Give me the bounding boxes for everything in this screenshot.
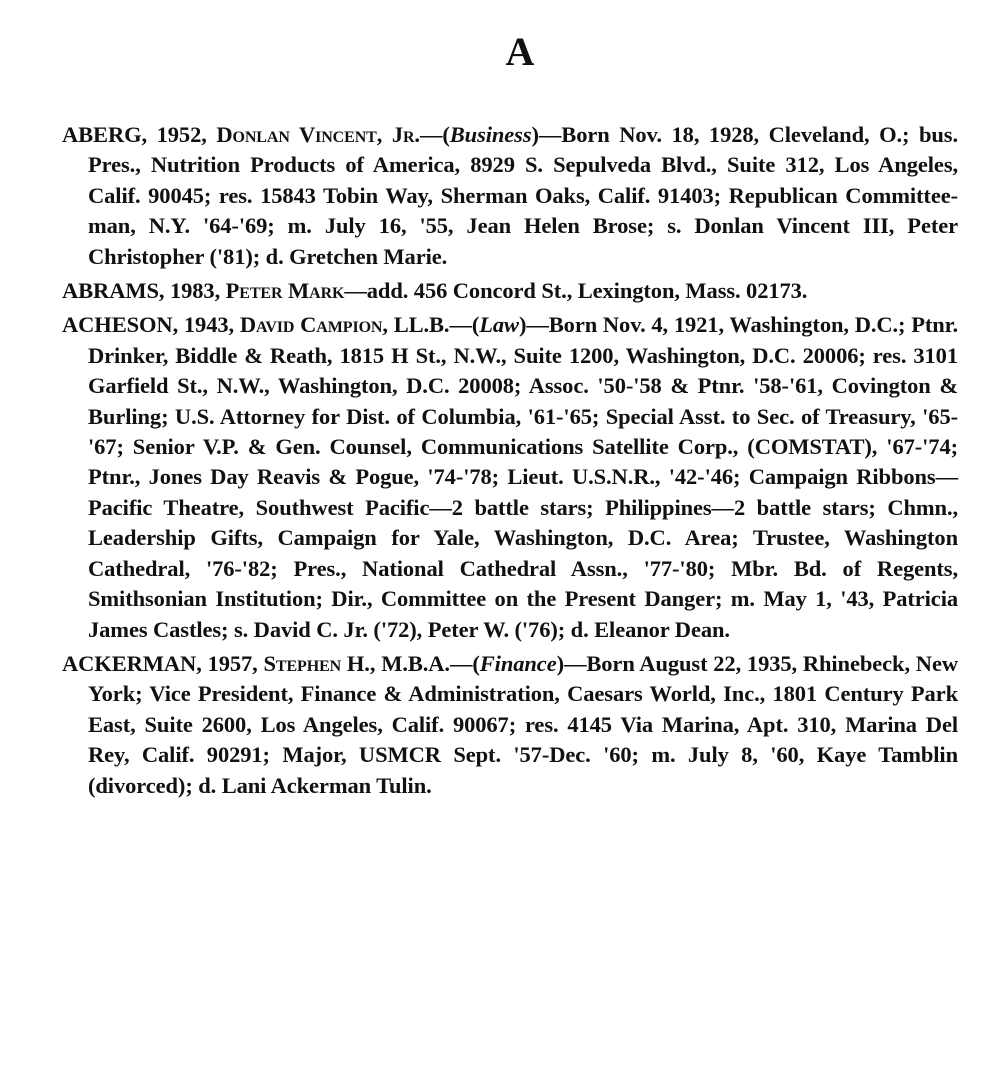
entry-surname: ABERG <box>62 122 142 147</box>
entry-surname: ABRAMS <box>62 278 159 304</box>
entry-field: Business <box>449 122 532 147</box>
entry-abrams: ABRAMS, 1983, Peter Mark—add. 456 Concord St., Lexington, Mass. 02173. <box>62 278 808 304</box>
entry-ackerman: ACKERMAN, 1957, Stephen H., M.B.A.—(Finance)—Born August 22, 1935, Rhinebeck, New York; Vice President, Finance & Administration, Caesars World, Inc., 1801 Century Park East, Suite 2600, Los Angeles, Calif. 90067; res. 4145 Via Marina, Apt. 310, Marina Del Rey, Calif. 90291; Major, USMCR Sept. '57-Dec. '60; m. July 8, '60, Kaye Tamblin (divorced); d. Lani Ackerman Tulin. <box>62 650 958 798</box>
entry-field: Finance <box>479 650 557 676</box>
entry-text: Born Nov. 18, 1928, Cleveland, O.; bus. Pres., Nutrition Products of America, 8929 S. Sepulveda Blvd., Suite 312, Los Angeles, Calif. 90045; res. 15843 Tobin Way, Sherman Oaks, Calif. 91403; Republican Committee-man, N.Y. '64-'69; m. July 16, '55, Jean Helen Brose; s. Donlan Vincent III, Peter Christopher ('81); d. Gretchen Marie. <box>88 122 958 269</box>
entry-given-names: Stephen H., <box>263 650 376 676</box>
entry-year: 1957 <box>207 650 253 676</box>
entry-given-names: Peter Mark <box>225 278 345 304</box>
entry-field: Law <box>479 312 519 338</box>
entry-given-names: David Campion, <box>239 312 388 338</box>
entry-given-names: Donlan Vincent, Jr. <box>216 122 420 147</box>
entry-surname: ACKERMAN <box>62 650 197 676</box>
entry-year: 1983 <box>169 278 215 304</box>
section-letter-heading: A <box>505 29 535 74</box>
entry-year: 1952 <box>156 122 202 147</box>
alumni-entries <box>62 120 958 801</box>
entry-aberg: ABERG, 1952, Donlan Vincent, Jr.—(Business)—Born Nov. 18, 1928, Cleveland, O.; bus. Pres., Nutrition Products of America, 8929 S. Sepulveda Blvd., Suite 312, Los Angeles, Calif. 90045; res. 15843 Tobin Way, Sherman Oaks, Calif. 91403; Republican Committee-man, N.Y. '64-'69; m. July 16, '55, Jean Helen Brose; s. Donlan Vincent III, Peter Christopher ('81); d. Gretchen Marie. <box>62 122 958 269</box>
entry-acheson: ACHESON, 1943, David Campion, LL.B.—(Law)—Born Nov. 4, 1921, Washington, D.C.; Ptnr. Drinker, Biddle & Reath, 1815 H St., N.W., Suite 1200, Washington, D.C. 20006; res. 3101 Garfield St., N.W., Washington, D.C. 20008; Assoc. '50-'58 & Ptnr. '58-'61, Covington & Burling; U.S. Attorney for Dist. of Columbia, '61-'65; Special Asst. to Sec. of Treasury, '65-'67; Senior V.P. & Gen. Counsel, Communications Satellite Corp., (COMSTAT), '67-'74; Ptnr., Jones Day Reavis & Pogue, '74-'78; Lieut. U.S.N.R., '42-'46; Campaign Ribbons—Pacific Theatre, Southwest Pacific—2 battle stars; Philippines—2 battle stars; Chmn., Leadership Gifts, Campaign for Yale, Washington, D.C. Area; Trustee, Washington Cathedral, '76-'82; Pres., National Cathedral Assn., '77-'80; Mbr. Bd. of Regents, Smithsonian Institution; Dir., Committee on the Present Danger; m. May 1, '43, Patricia James Castles; s. David C. Jr. ('72), Peter W. ('76); d. Eleanor Dean. <box>62 312 959 642</box>
entry-degree: LL.B. <box>393 312 450 338</box>
entry-year: 1943 <box>183 312 229 338</box>
entry-degree: M.B.A. <box>381 650 450 676</box>
entry-text: Born Nov. 4, 1921, Washington, D.C.; Ptnr. Drinker, Biddle & Reath, 1815 H St., N.W., Suite 1200, Washington, D.C. 20006; res. 3101 Garfield St., N.W., Washington, D.C. 20008; Assoc. '50-'58 & Ptnr. '58-'61, Covington & Burling; U.S. Attorney for Dist. of Columbia, '61-'65; Special Asst. to Sec. of Treasury, '65-'67; Senior V.P. & Gen. Counsel, Communications Satellite Corp., (COMSTAT), '67-'74; Ptnr., Jones Day Reavis & Pogue, '74-'78; Lieut. U.S.N.R., '42-'46; Campaign Ribbons—Pacific Theatre, Southwest Pacific—2 battle stars; Philippines—2 battle stars; Chmn., Leadership Gifts, Campaign for Yale, Washington, D.C. Area; Trustee, Washington Cathedral, '76-'82; Pres., National Cathedral Assn., '77-'80; Mbr. Bd. of Regents, Smithsonian Institution; Dir., Committee on the Present Danger; m. May 1, '43, Patricia James Castles; s. David C. Jr. ('72), Peter W. ('76); d. Eleanor Dean. <box>88 312 959 642</box>
entry-text: add. 456 Concord St., Lexington, Mass. 02173. <box>366 278 808 304</box>
entry-surname: ACHESON <box>62 312 173 338</box>
entry-text: Born August 22, 1935, Rhinebeck, New York; Vice President, Finance & Administration, Caesars World, Inc., 1801 Century Park East, Suite 2600, Los Angeles, Calif. 90067; res. 4145 Via Marina, Apt. 310, Marina Del Rey, Calif. 90291; Major, USMCR Sept. '57-Dec. '60; m. July 8, '60, Kaye Tamblin (divorced); d. Lani Ackerman Tulin. <box>88 650 958 798</box>
